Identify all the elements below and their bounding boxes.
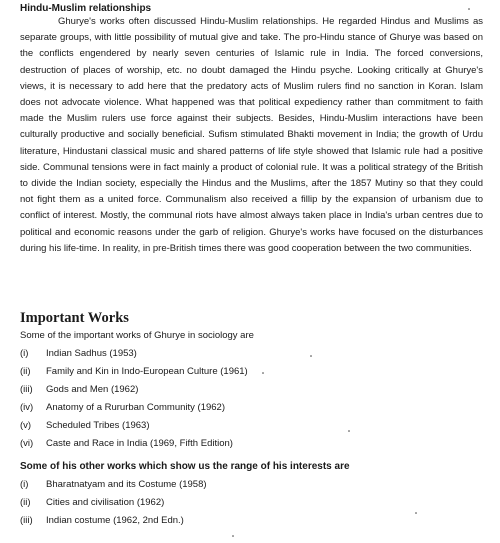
list-item-text: Bharatnatyam and its Costume (1958) [46,478,207,490]
list-item [20,344,248,362]
list-item-number: (ii) [20,496,31,508]
other-works-list [20,475,207,529]
other-works-heading: Some of his other works which show us the range of his interests are [20,461,350,472]
list-item-number: (iii) [20,514,33,526]
list-item-text: Cities and civilisation (1962) [46,496,165,508]
list-item [20,475,207,493]
list-item-text: Family and Kin in Indo-European Culture (1961) [46,365,248,377]
body-paragraph: Ghurye's works often discussed Hindu-Muslim relationships. He regarded Hindus and Muslims as separate groups, with little possibility of mutual give and take. The pro-Hindu stance of Ghurye was based on the conflicts engendered by nearly seven centuries of Islamic rule in India. The forced conversions, destruction of places of worship, etc. no doubt damaged the Hindu psyche. Looking critically at Ghurye's views, it is necessary to add here that the predatory acts of Muslim rulers find no sanction in Koran. Islam does not advocate violence. What happened was that political expediency rather than commitment to faith made the Muslim rulers use force against their subjects. Besides, Hindu-Muslim interactions have been culturally productive and socially beneficial. Sufism stimulated Bhakti movement in India; the growth of Urdu literature, Hindustani classical music and shared patterns of life style showed that Islamic rule had a positive side. Communal tensions were in fact mainly a product of colonial rule. It was a political strategy of the British to divide the Indian society, especially the Hindus and the Muslims, after the 1857 Mutiny so that they could not fight them as a united force. Communalism also received a fillip by the expansion of urbanism due to conflict of interest. Mostly, the communal riots have almost always taken place in India's urban centres due to political and economic reasons under the garb of religion. Ghurye's works have focused on the disturbances during his life-time. In reality, in pre-British times there was good cooperation between the two communities. [20,16,483,254]
list-item-number: (i) [20,478,29,490]
scan-speck [262,372,264,374]
list-item-number: (vi) [20,438,34,450]
list-item-text: Gods and Men (1962) [46,383,139,395]
section-heading: Hindu-Muslim relationships [20,3,152,14]
list-item [20,416,248,434]
scan-speck [310,355,312,357]
list-item [20,398,248,416]
list-item-number: (iv) [20,401,34,413]
scan-speck [348,430,350,432]
list-item [20,511,207,529]
important-works-intro: Some of the important works of Ghurye in sociology are [20,330,254,341]
list-item [20,493,207,511]
scan-speck [415,512,417,514]
important-works-heading: Important Works [20,310,129,326]
list-item-text: Anatomy of a Rururban Community (1962) [46,401,225,413]
list-item-text: Caste and Race in India (1969, Fifth Edition) [46,438,233,450]
list-item [20,434,248,452]
list-item-text: Indian costume (1962, 2nd Edn.) [46,514,184,526]
list-item-text: Indian Sadhus (1953) [46,347,137,359]
scan-speck [468,8,470,10]
important-works-list [20,344,248,453]
list-item [20,362,248,380]
list-item-text: Scheduled Tribes (1963) [46,419,150,431]
scan-speck [232,535,234,537]
list-item-number: (v) [20,419,32,431]
list-item-number: (i) [20,347,29,359]
list-item-number: (iii) [20,383,33,395]
list-item [20,380,248,398]
list-item-number: (ii) [20,365,31,377]
